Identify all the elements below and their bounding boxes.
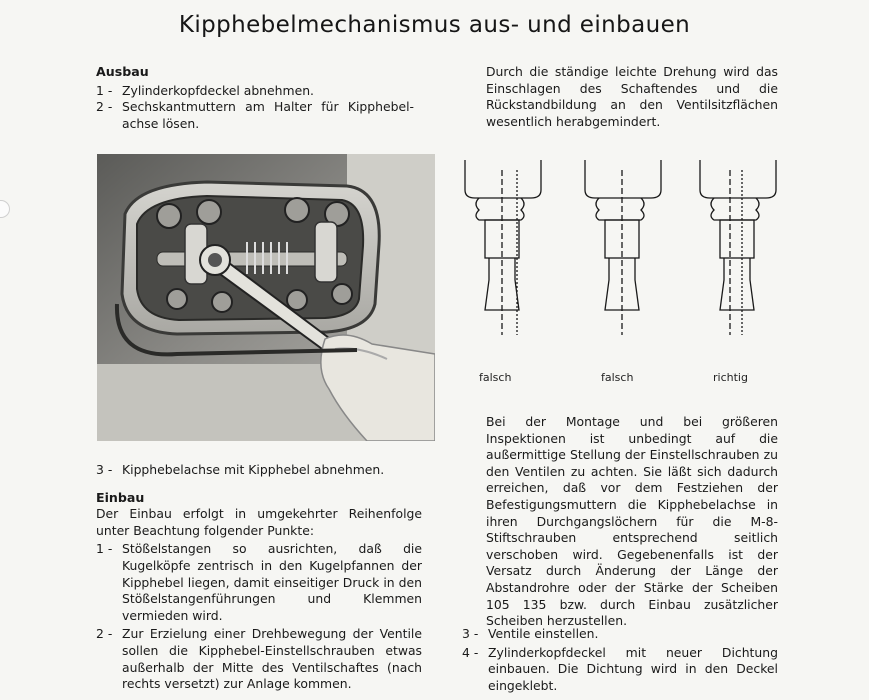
ausbau-heading: Ausbau (96, 64, 149, 79)
step-text: Zur Erzielung einer Drehbewegung der Ventile sollen die Kipphebel-Einstellschrauben etwas außerhalb der Mitte des Ventilschaftes (nach rechts versetzt) zur Anlage kommen. (122, 626, 422, 692)
intro-paragraph-block (486, 64, 778, 130)
step-number: 2 - (96, 626, 113, 642)
cylinder-head-photo-icon (97, 154, 435, 441)
ausbau-step-2 (96, 99, 414, 132)
ausbau-step-3 (96, 462, 422, 479)
einbau-step-2 (96, 626, 422, 692)
einbau-intro: Der Einbau erfolgt in umgekehrter Reihenfolge unter Beachtung folgender Punkte: (96, 506, 422, 538)
einbau-step-1 (96, 541, 422, 624)
einbau-step-4 (462, 645, 778, 695)
right-steps (462, 626, 778, 694)
einbau-heading: Einbau (96, 489, 145, 505)
step-text: Kipphebelachse mit Kipphebel abnehmen. (122, 462, 385, 477)
step-number: 4 - (462, 644, 479, 660)
montage-paragraph: Bei der Montage und bei größeren Inspektionen ist unbedingt auf die außermittige Stellung der Einstellschrauben zu den Ventilen zu achten. Sie läßt sich dadurch erreichen, daß vor dem Festziehen der Befestigungsmuttern die Kipphebelachse in ihren Durchgangslöchern für die M-8-Stiftschrauben entsprechend seitlich verschoben wird. Gegebenenfalls ist der Versatz durch Änderung der Länge der Abstandrohre oder der Stärke der Scheiben 105 135 bzw. durch Einbau zusätzlicher Scheiben herzustellen. (486, 414, 778, 629)
montage-section (486, 414, 778, 630)
valve-diagram-icon (455, 160, 785, 370)
step-text: Stößelstangen so ausrichten, daß die Kugelköpfe zentrisch in den Kugelpfannen der Kipphebel liegen, damit einseitiger Druck in den Stößelstangenführungen und Klemmen vermieden wird. (122, 541, 422, 623)
diagram-label-falsch-2: falsch (601, 371, 634, 384)
diagram-label-richtig: richtig (713, 371, 748, 384)
step-number: 3 - (462, 626, 479, 641)
diagram-label-falsch-1: falsch (479, 371, 512, 384)
step-number: 1 - (96, 541, 113, 557)
einbau-step-3 (462, 626, 778, 643)
scan-edge-mark (0, 200, 10, 218)
ausbau-section (96, 64, 422, 132)
step-text: Ventile einstellen. (488, 626, 599, 641)
page-title: Kipphebelmechanismus aus- und einbauen (178, 12, 691, 38)
einbau-section (96, 462, 422, 693)
step-number: 1 - (96, 82, 113, 98)
step-text: Zylinderkopfdeckel abnehmen. (122, 82, 314, 98)
step-number: 3 - (96, 462, 113, 477)
step-number: 2 - (96, 99, 113, 115)
valve-adjustment-diagram (455, 160, 785, 395)
intro-paragraph: Durch die ständige leichte Drehung wird das Einschlagen des Schaftendes und die Rückstandbildung an den Ventilsitzflächen wesentlich herabgemindert. (486, 64, 778, 129)
step-text: Sechskantmuttern am Halter für Kipphebel-achse lösen. (122, 99, 414, 131)
step-text: Zylinderkopfdeckel mit neuer Dichtung einbauen. Die Dichtung wird in den Deckel eingeklebt. (488, 644, 778, 693)
ausbau-step-1 (96, 83, 422, 100)
